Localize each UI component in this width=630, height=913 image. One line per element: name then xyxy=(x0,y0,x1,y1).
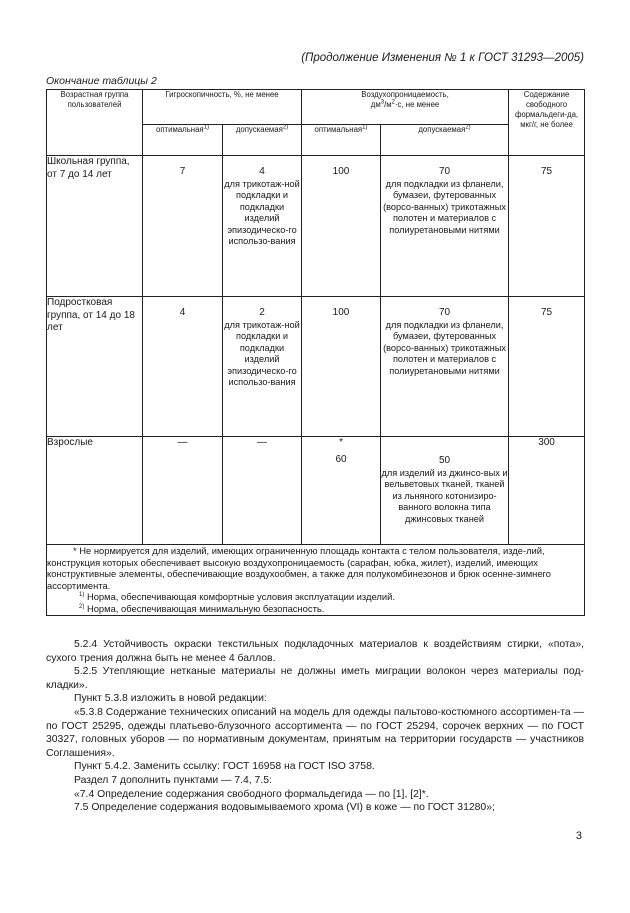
footnote-row xyxy=(47,545,585,616)
row-hyg-allowed: 4 для трикотаж-ной подкладки и подкладки изделий эпизодическо-го использо-вания xyxy=(223,156,302,297)
header-air-permeability: Воздухопроницаемость, $дм^3/м^2\cdot с$, не менее xyxy=(302,90,509,125)
table-row xyxy=(47,297,585,437)
paragraph: Раздел 7 дополнить пунктами — 7.4, 7.5: xyxy=(74,774,272,786)
paragraph: Пункт 5.4.2. Заменить ссылку: ГОСТ 16958 на ГОСТ ISO 3758. xyxy=(74,761,375,773)
row-formaldehyde: 75 xyxy=(509,156,585,297)
header-hyg-optimal: оптимальная$^{1)}$ xyxy=(143,125,223,156)
table-row xyxy=(47,156,585,297)
row-hyg-allowed: 2 для трикотаж-ной подкладки и подкладки изделий эпизодическо-го использо-вания xyxy=(223,297,302,437)
row-air-allowed: 70 для подкладки из фланели, бумазеи, футерованных (ворсо-ванных) трикотажных полотен и материалов с полиуретановыми нитями xyxy=(381,297,509,437)
paragraph: 5.2.5 Утепляющие нетканые материалы не должны иметь миграции волокон через материалы под-кладки». xyxy=(46,666,584,691)
row-air-allowed: 70 для подкладки из фланели, бумазеи, футерованных (ворсо-ванных) трикотажных полотен и материалов с полиуретановыми нитями xyxy=(381,156,509,297)
page-number: 3 xyxy=(575,830,582,842)
footnote-1: $^{1)}$ Норма, обеспечивающая комфортные условия эксплуатации изделий. xyxy=(79,591,395,603)
row-hyg-opt: 4 xyxy=(143,297,223,437)
row-formaldehyde: 75 xyxy=(509,297,585,437)
header-hygroscopicity: Гигроскопичность, %, не менее xyxy=(143,90,302,125)
row-group: Взрослые xyxy=(47,437,143,545)
row-hyg-opt: 7 xyxy=(143,156,223,297)
footnote-2: $^{2)}$ Норма, обеспечивающая минимальную безопасность. xyxy=(79,602,325,614)
paragraph: Пункт 5.3.8 изложить в новой редакции: xyxy=(74,693,267,705)
row-group: Школьная группа, от 7 до 14 лет xyxy=(47,156,143,297)
table-footnotes xyxy=(47,545,585,616)
header-formaldehyde: Содержание свободного формальдеги-да, мкг/г, не более xyxy=(509,90,585,156)
header-air-allowed: допускаемая$^{2)}$ xyxy=(381,125,509,156)
footnote-star: * Не нормируется для изделий, имеющих ограниченную площадь контакта с телом пользователя, изде-лий, конструкция которых обеспечивает высокую воздухопроницаемость (сарафан, юбка, жилет), изделий, имеющих конструктивные элементы, обеспечивающие воздухообмен, а также для полукомбинезонов и брюк осенне-зимнего ассортимента. xyxy=(47,545,551,591)
row-air-opt: 100 xyxy=(302,297,381,437)
row-air-opt: * 60 xyxy=(302,437,381,545)
row-group: Подростковая группа, от 14 до 18 лет xyxy=(47,297,143,437)
header-air-optimal: оптимальная$^{1)}$ xyxy=(302,125,381,156)
row-air-opt: 100 xyxy=(302,156,381,297)
requirements-table xyxy=(46,89,585,616)
row-formaldehyde: 300 xyxy=(509,437,585,545)
table-row xyxy=(47,437,585,545)
header-age-group: Возрастная группа пользователей xyxy=(47,90,143,156)
header-hyg-allowed: допускаемая$^{2)}$ xyxy=(223,125,302,156)
paragraph: «7.4 Определение содержания свободного формальдегида — по [1], [2]*. xyxy=(74,788,429,800)
row-hyg-allowed: — xyxy=(223,437,302,545)
row-hyg-opt: — xyxy=(143,437,223,545)
table-caption: Окончание таблицы 2 xyxy=(46,75,157,87)
amendment-text xyxy=(46,638,584,815)
continuation-header: (Продолжение Изменения № 1 к ГОСТ 31293—2005) xyxy=(301,52,584,64)
paragraph: «5.3.8 Содержание технических описаний на модель для одежды пальтово-костюмного ассортимен-та — по ГОСТ 25295, одежды платьево-блузочного ассортимента — по ГОСТ 25294, сорочек верхних — по ГОСТ 30327, головных уборов — по нормативным документам, принятым на территории государств — участников Соглашения». xyxy=(46,706,584,759)
row-air-allowed: 50 для изделий из джинсо-вых и вельветовых тканей, тканей из льняного котонизиро-ванного волокна типа джинсовых тканей xyxy=(381,437,509,545)
paragraph: 7.5 Определение содержания водовымываемого хрома (VI) в коже — по ГОСТ 31280»; xyxy=(74,802,495,814)
paragraph: 5.2.4 Устойчивость окраски текстильных подкладочных материалов к воздействиям стирки, «пота», сухого трения должна быть не менее 4 баллов. xyxy=(46,639,584,664)
